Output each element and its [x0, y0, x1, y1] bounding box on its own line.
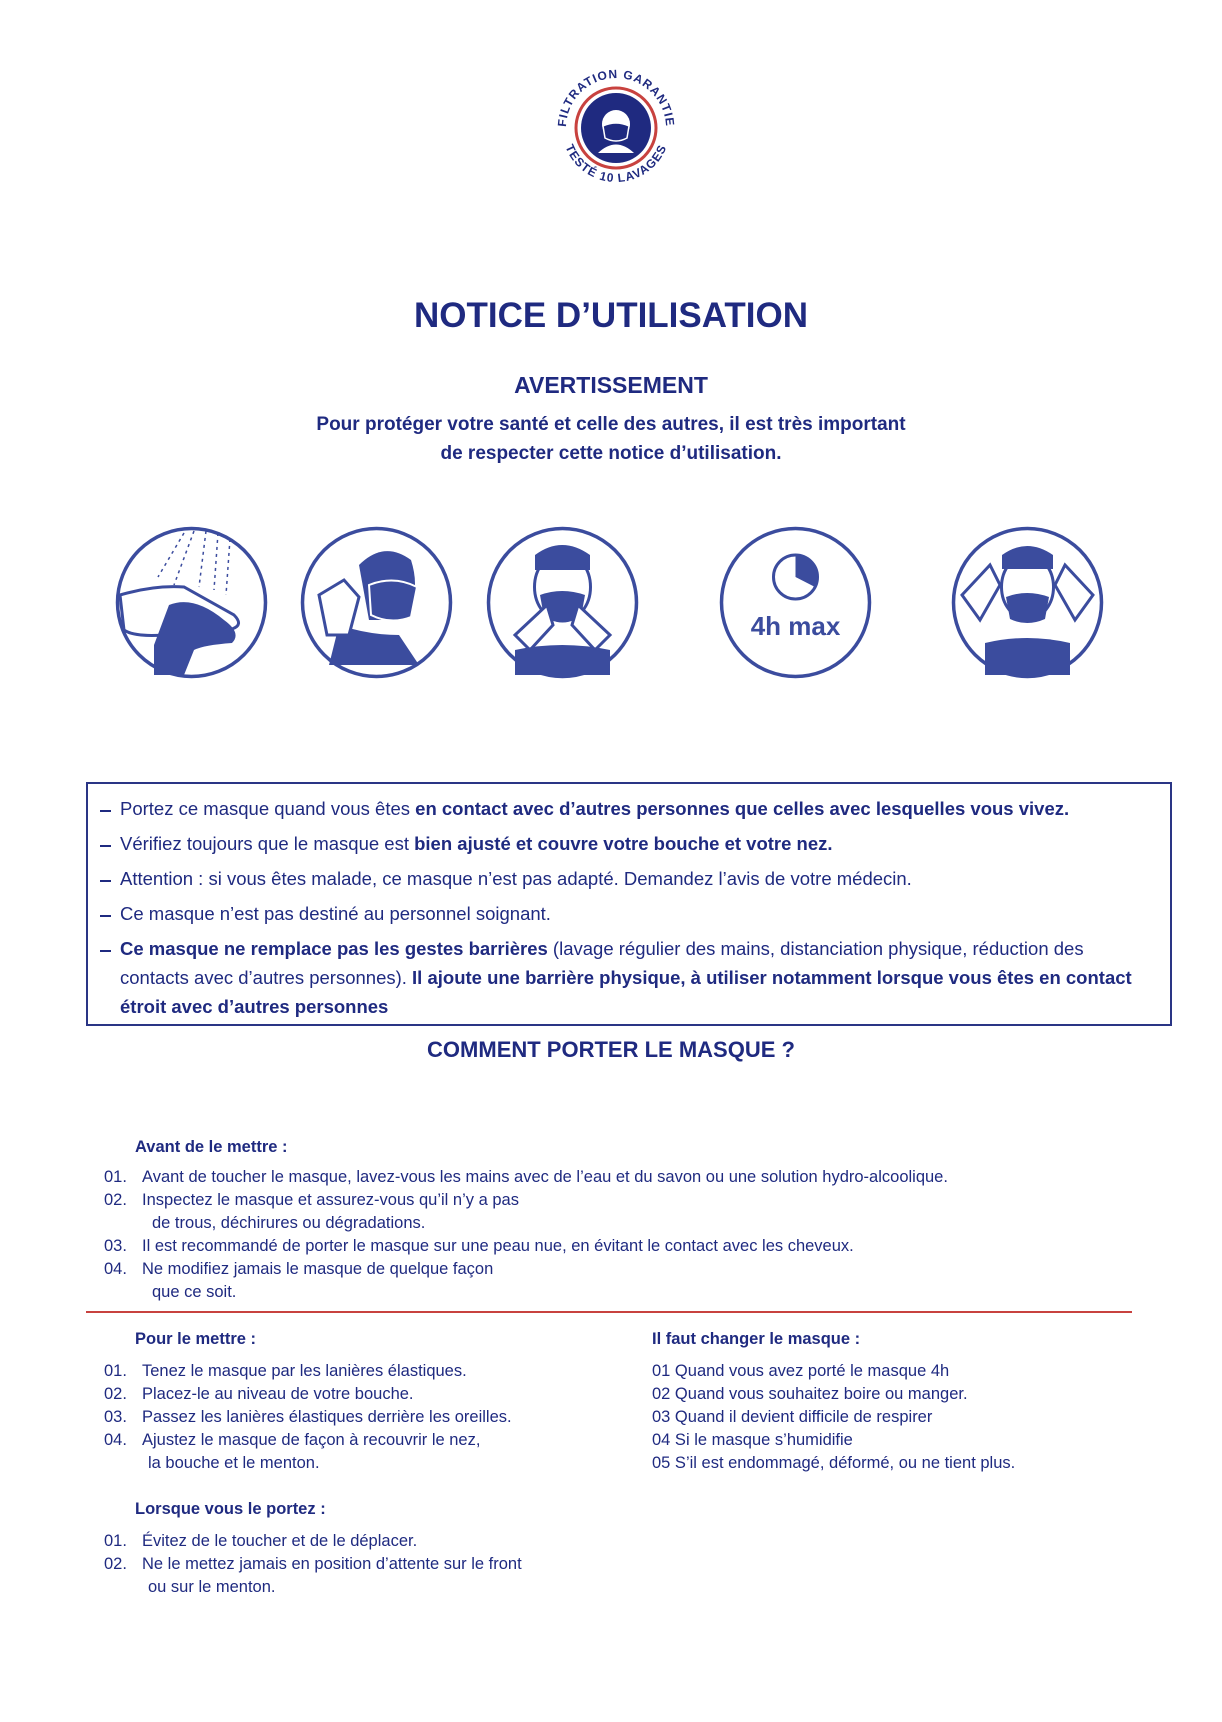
list-item: 02 Quand vous souhaitez boire ou manger. [652, 1385, 968, 1403]
list-item-continuation: que ce soit. [152, 1283, 237, 1301]
timer-label: 4h max [750, 611, 841, 641]
list-item: 02. Placez-le au niveau de votre bouche. [104, 1385, 414, 1403]
list-item: 02. Ne le mettez jamais en position d’attente sur le front [104, 1555, 522, 1573]
list-item: 03 Quand il devient difficile de respirer [652, 1408, 933, 1426]
bullet-illness: Attention : si vous êtes malade, ce masque n’est pas adapté. Demandez l’avis de votre médecin. [120, 864, 1150, 893]
wearing-section-title: Lorsque vous le portez : [135, 1500, 326, 1518]
put-on-list [104, 1360, 644, 1475]
wearing-list [104, 1530, 644, 1599]
adjust-mask-icon [485, 525, 640, 680]
before-list [104, 1166, 1184, 1304]
list-item: 02. Inspectez le masque et assurez-vous qu’il n’y a pas [104, 1191, 519, 1209]
timer-icon [718, 525, 873, 680]
warning-line-1: Pour protéger votre santé et celle des autres, il est très important [316, 414, 906, 435]
warning-box [86, 782, 1172, 1026]
list-item: 01. Tenez le masque par les lanières élastiques. [104, 1362, 467, 1380]
list-item: 05 S’il est endommagé, déformé, ou ne tient plus. [652, 1454, 1016, 1472]
list-item-continuation: la bouche et le menton. [148, 1454, 320, 1472]
svg-text:TESTÉ 10 LAVAGES: TESTÉ 10 LAVAGES [562, 142, 670, 186]
filtration-seal-logo [546, 58, 686, 198]
hand-washing-icon [114, 525, 269, 680]
section-divider [86, 1311, 1132, 1313]
bullet-medical-staff: Ce masque n’est pas destiné au personnel soignant. [120, 899, 1150, 928]
list-item-continuation: de trous, déchirures ou dégradations. [152, 1214, 426, 1232]
svg-text:FILTRATION GARANTIE: FILTRATION GARANTIE [554, 66, 678, 128]
bullet-barrier-gestures: Ce masque ne remplace pas les gestes barrières (lavage régulier des mains, distanciation physique, réduction des contacts avec d’autres personnes). Il ajoute une barrière physique, à utiliser notamment lorsque vous êtes en contact étroit avec d’autres personnes [120, 934, 1150, 1021]
list-item: 01 Quand vous avez porté le masque 4h [652, 1362, 950, 1380]
put-on-section-title: Pour le mettre : [135, 1330, 257, 1348]
warning-title: AVERTISSEMENT [514, 372, 708, 398]
page-title: NOTICE D’UTILISATION [413, 296, 809, 335]
warning-text [0, 410, 1222, 468]
list-item: 01. Évitez de le toucher et de le déplacer. [104, 1532, 418, 1550]
remove-mask-icon [950, 525, 1105, 680]
how-to-wear-title: COMMENT PORTER LE MASQUE ? [427, 1037, 795, 1062]
put-on-mask-icon [299, 525, 454, 680]
change-list [652, 1360, 1172, 1475]
list-item: 04 Si le masque s’humidifie [652, 1431, 853, 1449]
list-item-continuation: ou sur le menton. [148, 1578, 276, 1596]
bullet-contact: Portez ce masque quand vous êtes en contact avec d’autres personnes que celles avec lesquelles vous vivez. [120, 794, 1150, 823]
before-section-title: Avant de le mettre : [135, 1138, 288, 1156]
list-item: 04. Ne modifiez jamais le masque de quelque façon [104, 1260, 494, 1278]
warning-line-2: de respecter cette notice d’utilisation. [440, 443, 782, 464]
list-item: 01. Avant de toucher le masque, lavez-vous les mains avec de l’eau et du savon ou une solution hydro-alcoolique. [104, 1168, 948, 1186]
change-section-title: Il faut changer le masque : [652, 1330, 861, 1348]
list-item: 04. Ajustez le masque de façon à recouvrir le nez, [104, 1431, 481, 1449]
list-item: 03. Passez les lanières élastiques derrière les oreilles. [104, 1408, 512, 1426]
list-item: 03. Il est recommandé de porter le masque sur une peau nue, en évitant le contact avec les cheveux. [104, 1237, 854, 1255]
bullet-fit: Vérifiez toujours que le masque est bien ajusté et couvre votre bouche et votre nez. [120, 829, 1150, 858]
